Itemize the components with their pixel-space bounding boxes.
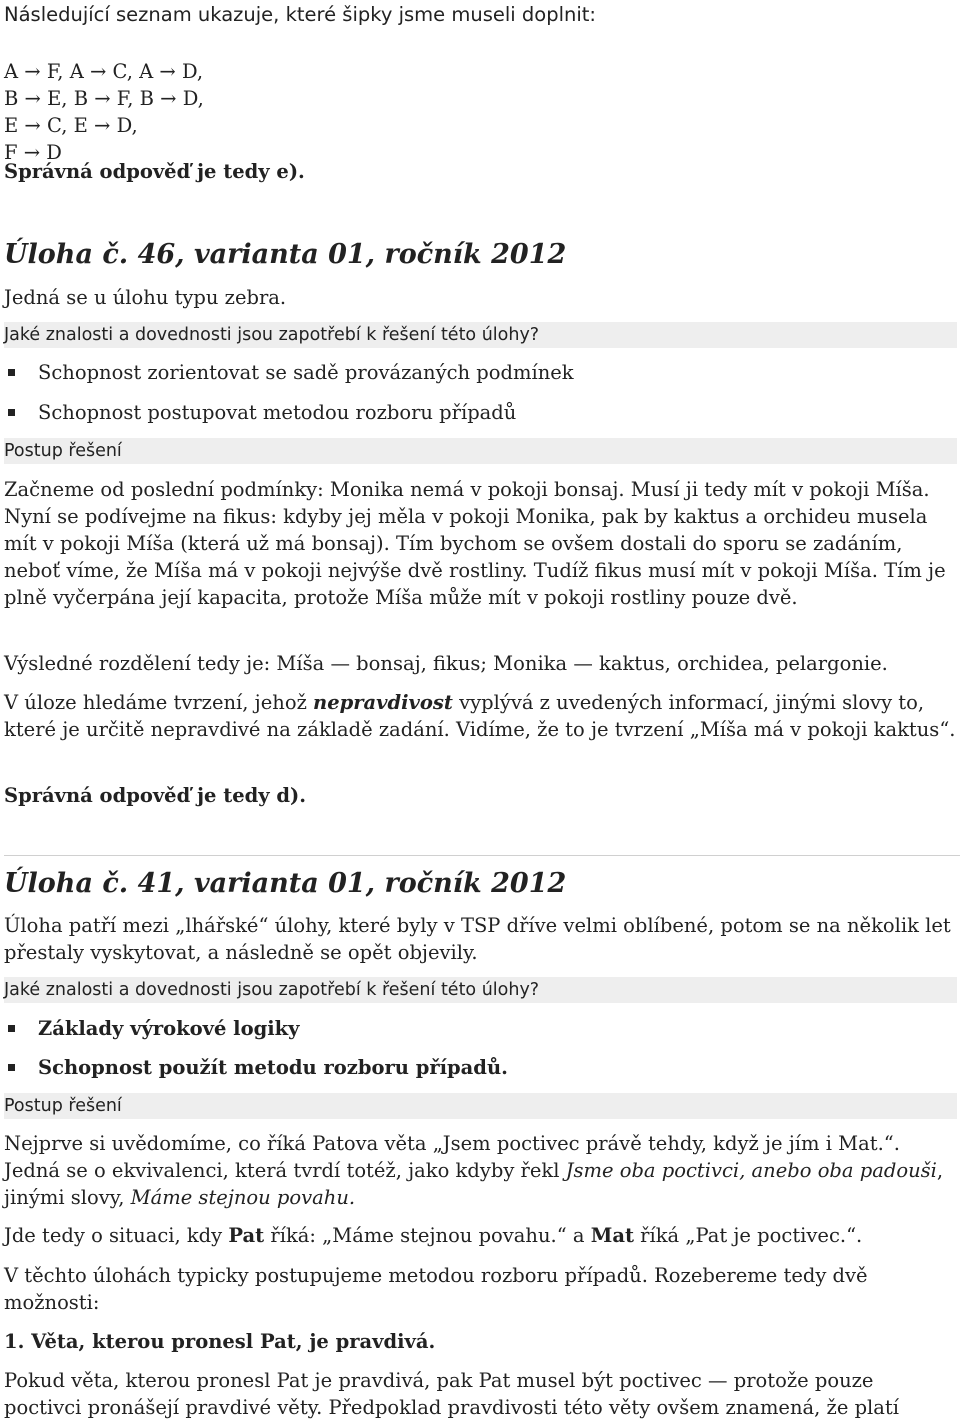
bullet-icon [8,1025,15,1032]
skills-heading: Jaké znalosti a dovednosti jsou zapotřebí k řešení této úlohy? [4,977,957,1003]
bullet-icon [8,369,15,376]
arrow-list-line: A → F, A → C, A → D, [4,59,204,83]
task-intro: Úloha patří mezi „lhářské“ úlohy, které byly v TSP dříve velmi oblíbené, potom se na několik let přestaly vyskytovat, a následně se opět objevily. [4,914,951,964]
skill-item: Schopnost postupovat metodou rozboru případů [38,399,938,426]
task-heading: Úloha č. 46, varianta 01, ročník 2012 [4,239,567,270]
bullet-icon [8,1064,15,1071]
answer-line: Správná odpověď je tedy e). [4,160,305,183]
task-type-line: Jedná se u úlohu typu zebra. [4,286,287,309]
divider [4,855,960,856]
arrow-list-line: E → C, E → D, [4,113,138,137]
case-heading: 1. Věta, kterou pronesl Pat, je pravdivá. [4,1330,436,1353]
skill-item: Základy výrokové logiky [38,1015,938,1042]
solution-paragraph: V úloze hledáme tvrzení, jehož nepravdivost vyplývá z uvedených informací, jinými slovy to, které je určitě nepravdivé na základě zadání. Vidíme, že to je tvrzení „Míša má v pokoji kaktus“. [4,691,956,741]
solution-paragraph: Pokud věta, kterou pronesl Pat je pravdivá, pak Pat musel být poctivec — protože pouze poctivci pronášejí pravdivé věty. Předpoklad pravdivosti této věty ovšem znamená, že platí [4,1369,899,1419]
solution-paragraph: V těchto úlohách typicky postupujeme metodou rozboru případů. Rozebereme tedy dvě možnosti: [4,1264,868,1314]
skill-item: Schopnost použít metodu rozboru případů. [38,1054,938,1081]
solution-paragraph: Začneme od poslední podmínky: Monika nemá v pokoji bonsaj. Musí ji tedy mít v pokoji Míša. Nyní se podívejme na fikus: kdyby jej měla v pokoji Monika, pak by kaktus a orchideu musela mít v pokoji Míša (která už má bonsaj). Tím bychom se ovšem dostali do sporu se zadáním, neboť víme, že Míša má v pokoji nejvýše dvě rostliny. Tudíž fikus musí mít v pokoji Míša. Tím je plně vyčerpána její kapacita, protože Míša může mít v pokoji rostliny pouze dvě. [4,478,946,609]
task-heading: Úloha č. 41, varianta 01, ročník 2012 [4,868,567,899]
solution-paragraph: Výsledné rozdělení tedy je: Míša — bonsaj, fikus; Monika — kaktus, orchidea, pelargonie. [4,652,888,675]
solution-paragraph: Jde tedy o situaci, kdy Pat říká: „Máme stejnou povahu.“ a Mat říká „Pat je poctivec.“. [4,1224,863,1247]
solution-heading: Postup řešení [4,438,957,464]
intro-line: Následující seznam ukazuje, které šipky jsme museli doplnit: [4,3,596,26]
arrow-list-line: F → D [4,140,62,164]
arrow-list-line: B → E, B → F, B → D, [4,86,204,110]
solution-paragraph: Nejprve si uvědomíme, co říká Patova věta „Jsem poctivec právě tehdy, když je jím i Mat.“. Jedná se o ekvivalenci, která tvrdí totéž, jako kdyby řekl Jsme oba poctivci, anebo oba padouši, jinými slovy, Máme stejnou povahu. [4,1132,944,1209]
answer-line: Správná odpověď je tedy d). [4,784,307,807]
skill-item: Schopnost zorientovat se sadě provázaných podmínek [38,359,938,386]
bullet-icon [8,409,15,416]
skills-heading: Jaké znalosti a dovednosti jsou zapotřebí k řešení této úlohy? [4,322,957,348]
solution-heading: Postup řešení [4,1093,957,1119]
